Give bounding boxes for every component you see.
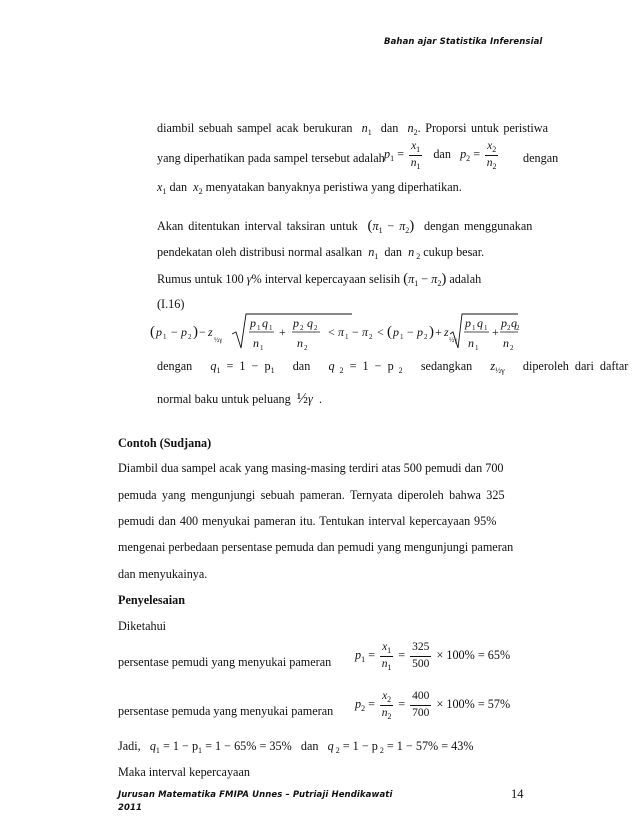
svg-text:q: q: [477, 316, 483, 330]
svg-text:−: −: [407, 325, 414, 339]
svg-text:+: +: [492, 325, 499, 339]
svg-text:q: q: [262, 316, 268, 330]
svg-text:1: 1: [345, 333, 349, 341]
para2-line2: pendekatan oleh distribusi normal asalkan $n_1$ dan n $_2$ cukup besar.: [157, 245, 485, 261]
pemudi-formula: $p_1$ = $\frac{x_1}{n_1}$ = $\frac{325}{500}$ × 100% = 65%: [355, 641, 511, 672]
svg-text:+: +: [279, 325, 286, 339]
known-label: Diketahui: [118, 619, 167, 633]
svg-text:n: n: [297, 336, 303, 350]
para1-line2-text: yang diperhatikan pada sampel tersebut adalah: [157, 151, 385, 165]
svg-text:2: 2: [314, 324, 318, 332]
footer-author: Jurusan Matematika FMIPA Unnes – Putriaji Hendikawati: [118, 790, 393, 800]
example-line-3: pemudi dan 400 menyukai pameran itu. Tentukan interval kepercayaan 95%: [118, 514, 497, 528]
svg-text:p: p: [181, 325, 187, 339]
svg-text:−: −: [199, 325, 206, 339]
svg-text:2: 2: [304, 344, 308, 352]
jadi-line: Jadi, $q_1 = 1 - p_1 = 1 - 65\% = 35\%$ dan q $_2$ = 1 − p $_2$ = 1 − 57% = 43%: [118, 739, 474, 755]
pemudi-label: persentase pemudi yang menyukai pameran: [118, 655, 332, 669]
fraction-x1-n1: $\frac{x_1}{n_1}$: [410, 140, 421, 171]
svg-text:1: 1: [400, 333, 404, 341]
svg-text:p: p: [293, 316, 299, 330]
svg-text:<: <: [377, 325, 384, 339]
svg-text:1: 1: [269, 324, 273, 332]
example-line-1: Diambil dua sampel acak yang masing-masing terdiri atas 500 pemudi dan 700: [118, 461, 504, 475]
svg-text:+: +: [435, 325, 442, 339]
svg-text:1: 1: [163, 333, 167, 341]
svg-text:): ): [193, 324, 198, 340]
svg-text:½γ: ½γ: [449, 336, 458, 344]
para1-line1: diambil sebuah sampel acak berukuran $n_1$ dan $n_2$. Proporsi untuk peristiwa: [157, 121, 549, 137]
svg-text:1: 1: [484, 324, 488, 332]
equation-label: (I.16): [157, 297, 185, 311]
formula-note-line1: dengan $q_1 = 1 - p_1$ dan q $_2$ = 1 − p $_2$ sedangkan $z_{\frac{1}{2}\gamma}$ diperoleh dari daftar: [157, 359, 629, 375]
svg-text:π: π: [362, 325, 369, 339]
svg-text:q: q: [511, 316, 517, 330]
svg-text:2: 2: [369, 333, 373, 341]
example-line-4: mengenai perbedaan persentase pemuda dan pemudi yang mengunjungi pameran: [118, 540, 514, 554]
svg-text:2: 2: [507, 324, 511, 332]
para2-line3: Rumus untuk 100 γ% interval kepercayaan selisih $(\pi_1 - \pi_2)$ adalah: [157, 271, 482, 288]
fraction-x2-n2: $\frac{x_2}{n_2}$: [486, 140, 497, 171]
pemuda-label: persentase pemuda yang menyukai pameran: [118, 704, 334, 718]
svg-text:<: <: [328, 325, 335, 339]
svg-text:q: q: [307, 316, 313, 330]
svg-text:(: (: [387, 324, 392, 340]
footer-year: 2011: [118, 803, 143, 813]
solution-title: Penyelesaian: [118, 593, 186, 607]
svg-text:2: 2: [188, 333, 192, 341]
formula-note-line2: normal baku untuk peluang ½γ .: [157, 391, 322, 407]
svg-text:p: p: [250, 316, 256, 330]
para1-line3: $x_1$ dan $x_2$ menyatakan banyaknya peristiwa yang diperhatikan.: [157, 180, 462, 196]
example-title: Contoh (Sudjana): [118, 436, 212, 450]
svg-text:1: 1: [260, 344, 264, 352]
confidence-interval-formula: [150, 310, 520, 354]
svg-text:−: −: [352, 325, 359, 339]
pemuda-formula: $p_2$ = $\frac{x_2}{n_2}$ = $\frac{400}{700}$ × 100% = 57%: [355, 690, 511, 721]
svg-text:(: (: [150, 324, 155, 340]
svg-text:n: n: [503, 336, 509, 350]
svg-text:p: p: [465, 316, 471, 330]
svg-text:p: p: [156, 325, 162, 339]
running-header: Bahan ajar Statistika Inferensial: [384, 37, 543, 47]
svg-text:p: p: [417, 325, 423, 339]
proportion-formula: $p_1$ = $\frac{x_1}{n_1}$ dan $p_2$ = $\frac{x_2}{n_2}$: [384, 140, 497, 171]
svg-text:1: 1: [475, 344, 479, 352]
svg-text:2: 2: [300, 324, 304, 332]
svg-text:2: 2: [510, 344, 514, 352]
svg-text:n: n: [468, 336, 474, 350]
svg-text:p: p: [501, 316, 507, 330]
svg-text:1: 1: [257, 324, 261, 332]
maka-line: Maka interval kepercayaan: [118, 765, 250, 779]
svg-text:−: −: [171, 325, 178, 339]
example-line-2: pemuda yang mengunjungi sebuah pameran. Ternyata diperoleh bahwa 325: [118, 488, 505, 502]
svg-text:1: 1: [472, 324, 476, 332]
svg-text:n: n: [253, 336, 259, 350]
svg-text:½γ: ½γ: [214, 336, 223, 344]
svg-text:z: z: [208, 325, 213, 339]
para2-line1: Akan ditentukan interval taksiran untuk $(\pi_1 - \pi_2)$ dengan menggunakan: [157, 218, 533, 235]
svg-text:p: p: [393, 325, 399, 339]
para1-line2-end: dengan: [523, 151, 559, 165]
svg-text:): ): [429, 324, 434, 340]
svg-text:2: 2: [516, 324, 520, 332]
example-line-5: dan menyukainya.: [118, 567, 208, 581]
page-number: 14: [511, 787, 524, 801]
svg-text:π: π: [338, 325, 345, 339]
svg-text:z: z: [444, 325, 449, 339]
svg-text:2: 2: [424, 333, 428, 341]
